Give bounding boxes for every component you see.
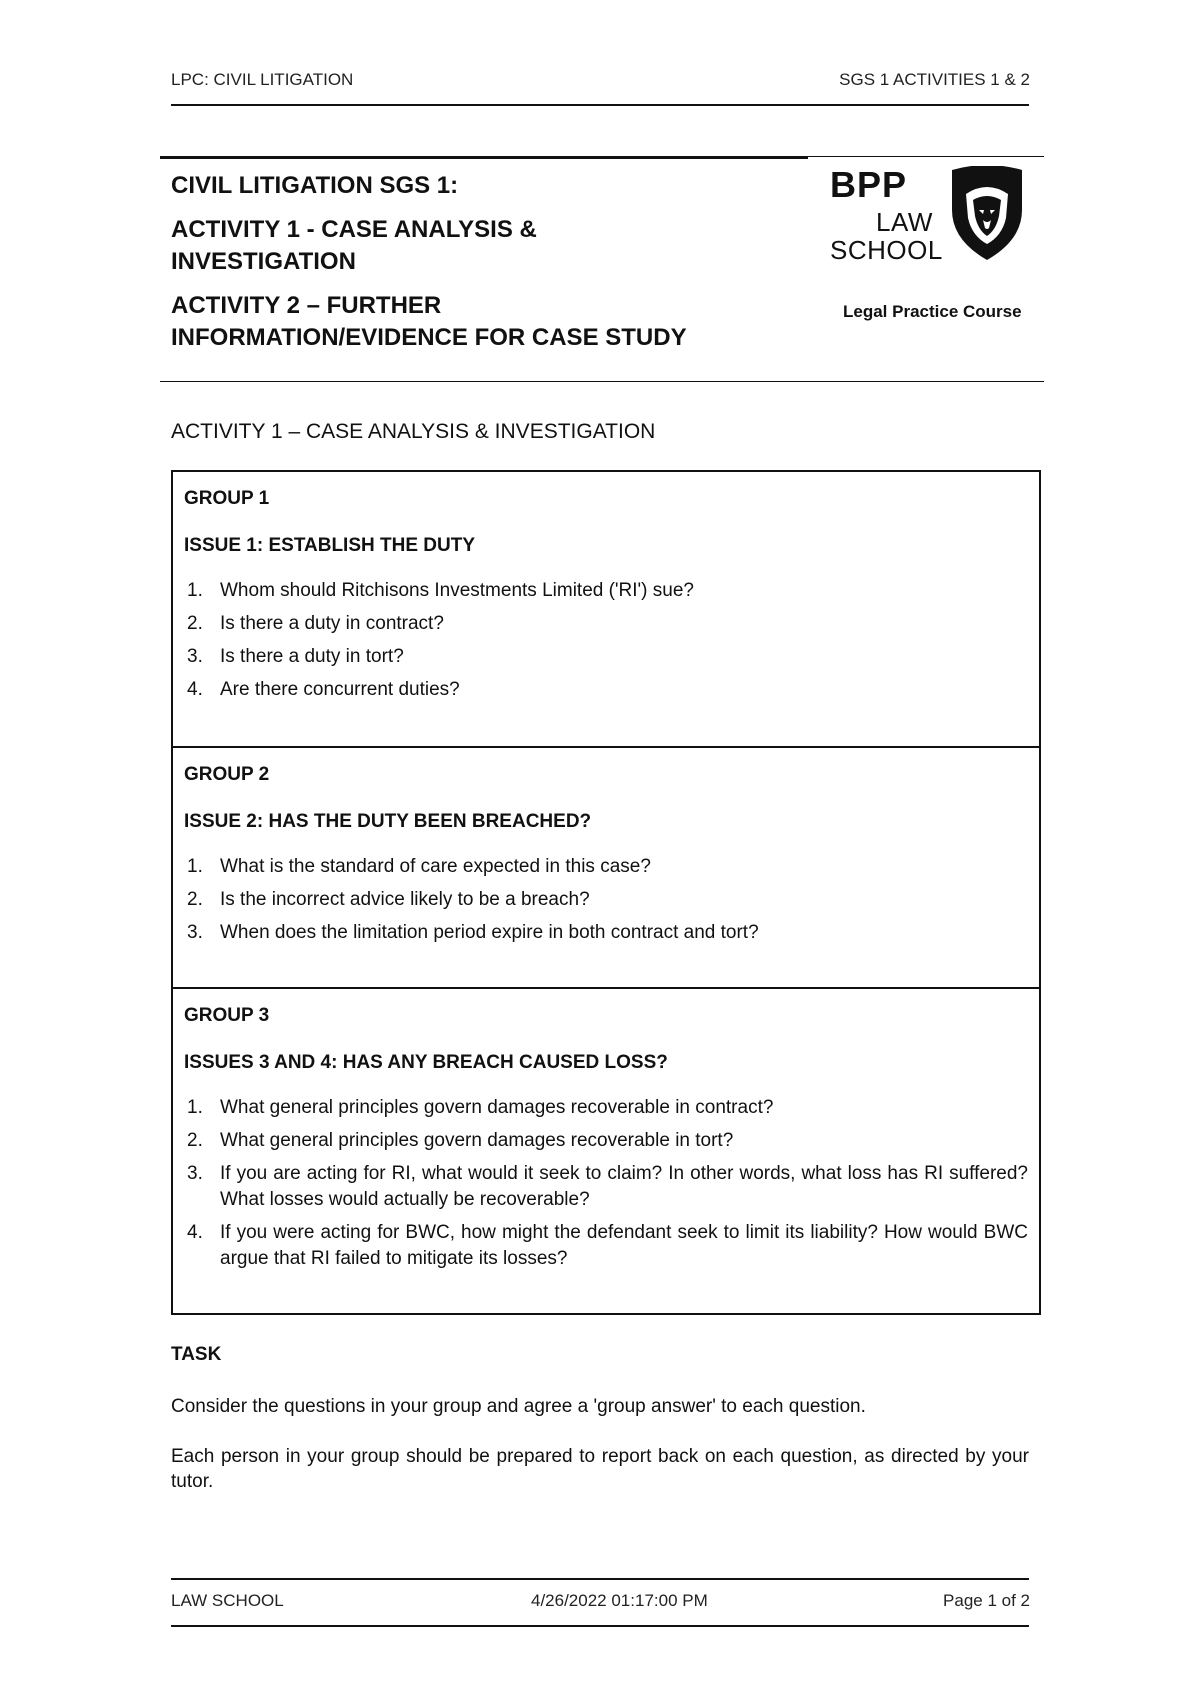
bpp-logo xyxy=(830,164,943,264)
group-3-questions xyxy=(184,1095,1028,1272)
footer-page: Page 1 of 2 xyxy=(943,1591,1030,1610)
group-3-question-1: 1. What general principles govern damages recoverable in contract? xyxy=(187,1097,774,1118)
title-line-3: INVESTIGATION xyxy=(171,248,356,275)
title-top-rule-right xyxy=(808,156,1044,157)
group-2-box xyxy=(171,746,1041,989)
group-1-title: GROUP 1 xyxy=(184,488,270,509)
title-bottom-rule xyxy=(160,381,1044,382)
group-1-box xyxy=(171,470,1041,748)
group-2-issue: ISSUE 2: HAS THE DUTY BEEN BREACHED? xyxy=(184,811,592,832)
group-2-title: GROUP 2 xyxy=(184,764,270,785)
title-line-1: CIVIL LITIGATION SGS 1: xyxy=(171,172,459,199)
group-2-question-3: 3. When does the limitation period expire in both contract and tort? xyxy=(187,922,759,943)
activity-heading: ACTIVITY 1 – CASE ANALYSIS & INVESTIGATION xyxy=(171,420,656,443)
group-3-issue: ISSUES 3 AND 4: HAS ANY BREACH CAUSED LOSS? xyxy=(184,1052,668,1073)
footer-rule-top xyxy=(171,1578,1029,1580)
task-paragraph-2: Each person in your group should be prepared to report back on each question, as directed by your tutor. xyxy=(171,1446,1029,1492)
task-paragraph-1: Consider the questions in your group and agree a 'group answer' to each question. xyxy=(171,1396,866,1417)
group-3-question-4: 4. If you were acting for BWC, how might the defendant seek to limit its liability? How would BWC argue that RI failed to mitigate its losses? xyxy=(187,1222,1028,1269)
group-3-question-2: 2. What general principles govern damages recoverable in tort? xyxy=(187,1130,734,1151)
group-1-questions xyxy=(184,578,1028,703)
title-top-rule xyxy=(160,156,808,159)
group-1-question-3: 3. Is there a duty in tort? xyxy=(187,646,404,667)
header-rule xyxy=(171,104,1029,106)
logo-brand: BPP xyxy=(830,164,908,205)
document-title xyxy=(171,170,687,354)
footer-rule-bottom xyxy=(171,1625,1029,1627)
task-heading: TASK xyxy=(171,1344,222,1365)
group-3-box xyxy=(171,987,1041,1315)
group-1-issue: ISSUE 1: ESTABLISH THE DUTY xyxy=(184,535,476,556)
logo-law: LAW xyxy=(876,207,933,237)
group-2-question-2: 2. Is the incorrect advice likely to be a breach? xyxy=(187,889,590,910)
group-2-questions xyxy=(184,854,1028,946)
course-name: Legal Practice Course xyxy=(843,302,1022,321)
header-right: SGS 1 ACTIVITIES 1 & 2 xyxy=(839,70,1030,89)
group-3-question-3: 3. If you are acting for RI, what would it seek to claim? In other words, what loss has RI suffered? What losses would actually be recoverable? xyxy=(187,1163,1028,1210)
group-3-title: GROUP 3 xyxy=(184,1005,270,1026)
title-line-5: INFORMATION/EVIDENCE FOR CASE STUDY xyxy=(171,324,687,351)
title-line-4: ACTIVITY 2 – FURTHER xyxy=(171,292,442,319)
title-line-2: ACTIVITY 1 - CASE ANALYSIS & xyxy=(171,216,537,243)
group-1-question-4: 4. Are there concurrent duties? xyxy=(187,679,460,700)
group-2-question-1: 1. What is the standard of care expected in this case? xyxy=(187,856,651,877)
footer-date: 4/26/2022 01:17:00 PM xyxy=(531,1591,708,1610)
header-left: LPC: CIVIL LITIGATION xyxy=(171,70,354,89)
group-1-question-1: 1. Whom should Ritchisons Investments Limited ('RI') sue? xyxy=(187,580,694,601)
footer-left: LAW SCHOOL xyxy=(171,1591,284,1610)
logo-school: SCHOOL xyxy=(830,235,943,265)
lion-shield-icon xyxy=(946,166,1028,262)
group-1-question-2: 2. Is there a duty in contract? xyxy=(187,613,444,634)
